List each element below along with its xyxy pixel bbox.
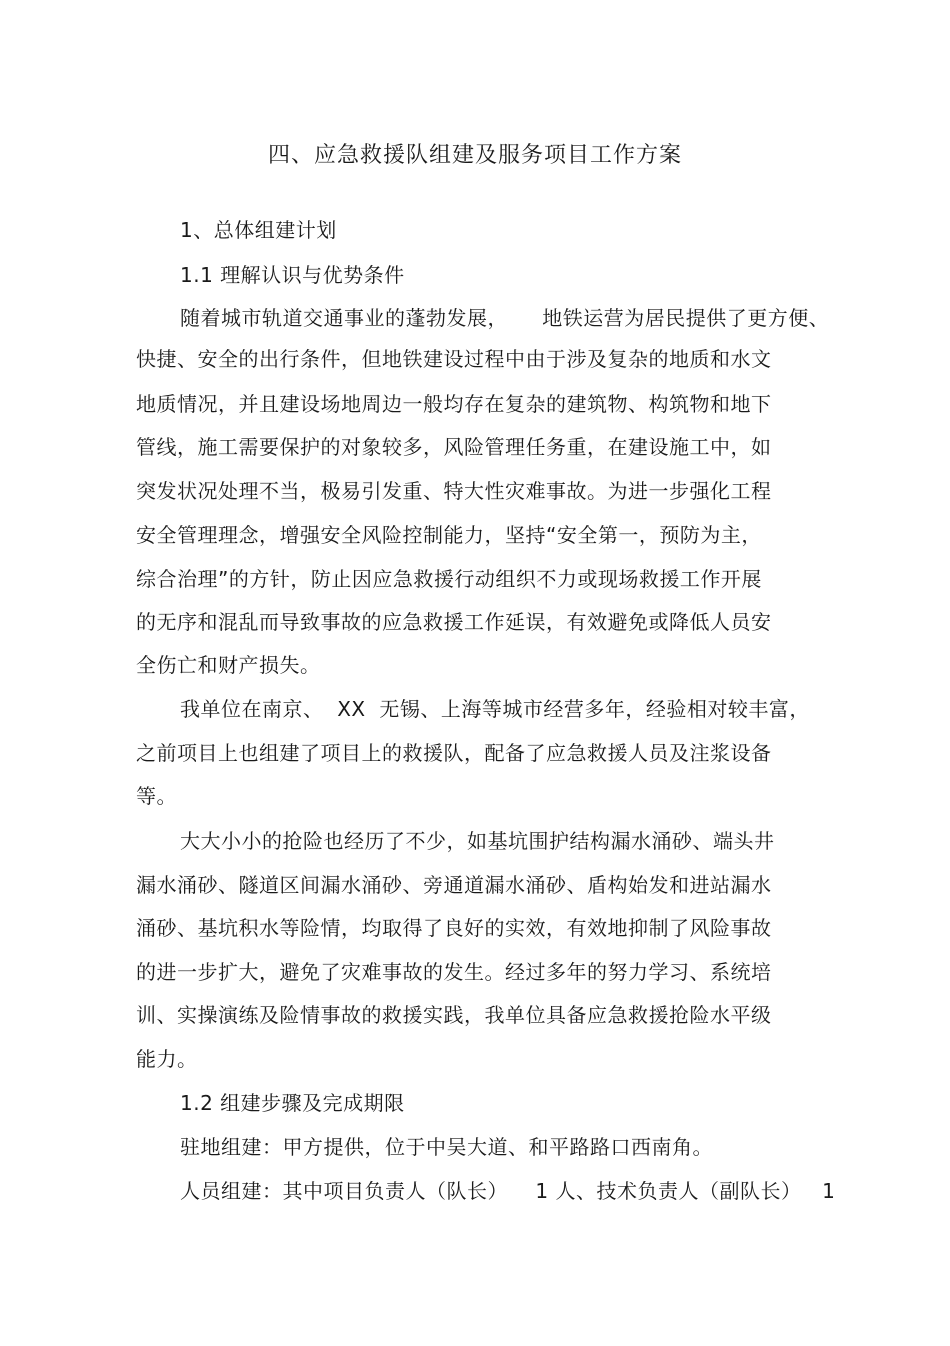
paragraph-line: 全伤亡和财产损失。 [136,653,321,677]
paragraph-line: 大大小小的抢险也经历了不少，如基坑围护结构漏水涌砂、端头井 [180,829,775,853]
paragraph-line: 地质情况，并且建设场地周边一般均存在复杂的建筑物、构筑物和地下 [136,392,772,416]
paragraph-line: 安全管理理念，增强安全风险控制能力，坚持“安全第一，预防为主， [136,523,762,547]
paragraph-line: 的无序和混乱而导致事故的应急救援工作延误，有效避免或降低人员安 [136,610,772,634]
paragraph-line: 我单位在南京、 XX 无锡、上海等城市经营多年，经验相对较丰富， [180,697,810,721]
subsection-heading-1-2: 1.2 组建步骤及完成期限 [180,1091,405,1115]
paragraph-line: 管线，施工需要保护的对象较多，风险管理任务重，在建设施工中，如 [136,435,772,459]
paragraph-line: 漏水涌砂、隧道区间漏水涌砂、旁通道漏水涌砂、盾构始发和进站漏水 [136,873,772,897]
paragraph-line: 训、实操演练及险情事故的救援实践，我单位具备应急救援抢险水平级 [136,1003,772,1027]
paragraph-line: 的进一步扩大，避免了灾难事故的发生。经过多年的努力学习、系统培 [136,960,772,984]
paragraph-line: 涌砂、基坑积水等险情，均取得了良好的实效，有效地抑制了风险事故 [136,916,772,940]
paragraph-line: 之前项目上也组建了项目上的救援队，配备了应急救援人员及注浆设备 [136,741,772,765]
paragraph-line: 能力。 [136,1047,198,1071]
paragraph-line: 人员组建：其中项目负责人（队长） 1 人、技术负责人（副队长） 1 [180,1179,836,1203]
document-title: 四、应急救援队组建及服务项目工作方案 [267,143,682,168]
paragraph-line: 驻地组建：甲方提供，位于中吴大道、和平路路口西南角。 [180,1135,713,1159]
section-heading-1: 1、总体组建计划 [180,218,337,242]
paragraph-line: 综合治理”的方针，防止因应急救援行动组织不力或现场救援工作开展 [136,567,762,591]
paragraph-line: 随着城市轨道交通事业的蓬勃发展， 地铁运营为居民提供了更方便、 [180,306,830,330]
paragraph-line: 突发状况处理不当，极易引发重、特大性灾难事故。为进一步强化工程 [136,479,772,503]
paragraph-line: 等。 [136,784,177,808]
subsection-heading-1-1: 1.1 理解认识与优势条件 [180,263,405,287]
paragraph-line: 快捷、安全的出行条件，但地铁建设过程中由于涉及复杂的地质和水文 [136,347,772,371]
